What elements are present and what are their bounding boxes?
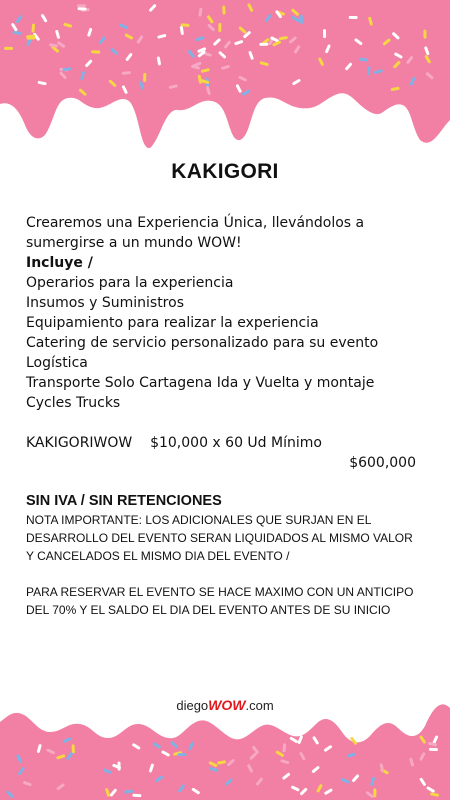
description	[26, 213, 426, 619]
include-item: Transporte Solo Cartagena Ida y Vuelta y montaje	[26, 375, 375, 391]
sprinkle	[143, 73, 146, 82]
sprinkle	[349, 16, 358, 19]
tax-note: SIN IVA / SIN RETENCIONES	[26, 493, 222, 509]
sprinkle	[373, 788, 376, 797]
icing-bottom-shape	[0, 704, 450, 800]
sprinkle	[4, 47, 13, 50]
sprinkle	[429, 748, 438, 751]
sprinkle	[222, 6, 225, 15]
include-item: Catering de servicio personalizado para su evento	[26, 335, 379, 351]
unit-price: $10,000 x 60 Ud Mínimo	[150, 435, 322, 451]
include-item: Logística	[26, 355, 88, 371]
reservation-line: PARA RESERVAR EL EVENTO SE HACE MAXIMO CON UN ANTICIPO	[26, 585, 414, 599]
sprinkle	[77, 7, 86, 10]
sprinkle	[77, 4, 86, 7]
reservation-line: DEL 70% Y EL SALDO EL DIA DEL EVENTO ANTES DE SU INICIO	[26, 603, 391, 617]
sprinkle	[259, 43, 268, 46]
brand-logo: diegoWOW.com	[176, 697, 274, 713]
icing-top-shape	[0, 0, 450, 148]
icing-drip-top	[0, 0, 450, 160]
sprinkle	[300, 15, 303, 24]
sprinkle	[323, 29, 326, 38]
sprinkle	[178, 753, 187, 756]
includes-heading: Incluye /	[26, 255, 93, 271]
sprinkle	[91, 50, 100, 53]
include-item: Insumos y Suministros	[26, 295, 184, 311]
sprinkle	[367, 66, 371, 75]
sprinkle	[72, 744, 75, 753]
include-item: Cycles Trucks	[26, 395, 121, 411]
note-line: DESARROLLO DEL EVENTO SERAN LIQUIDADOS AL MISMO VALOR	[26, 531, 413, 545]
page-title: KAKIGORI	[171, 160, 279, 183]
note-line: NOTA IMPORTANTE: LOS ADICIONALES QUE SURJAN EN EL	[26, 513, 372, 527]
product-name: KAKIGORIWOW	[26, 435, 133, 451]
price-row	[26, 433, 426, 453]
include-item: Equipamiento para realizar la experiencia	[26, 315, 319, 331]
include-item: Operarios para la experiencia	[26, 275, 234, 291]
sprinkle	[218, 23, 221, 32]
intro-line: Crearemos una Experiencia Única, llevándolos a	[26, 215, 365, 231]
note-line: Y CANCELADOS EL MISMO DIA DEL EVENTO /	[26, 549, 290, 563]
total-price: $600,000	[349, 455, 416, 471]
sprinkle	[132, 794, 141, 798]
intro-line: sumergirse a un mundo WOW!	[26, 235, 242, 251]
sprinkle	[423, 30, 426, 39]
